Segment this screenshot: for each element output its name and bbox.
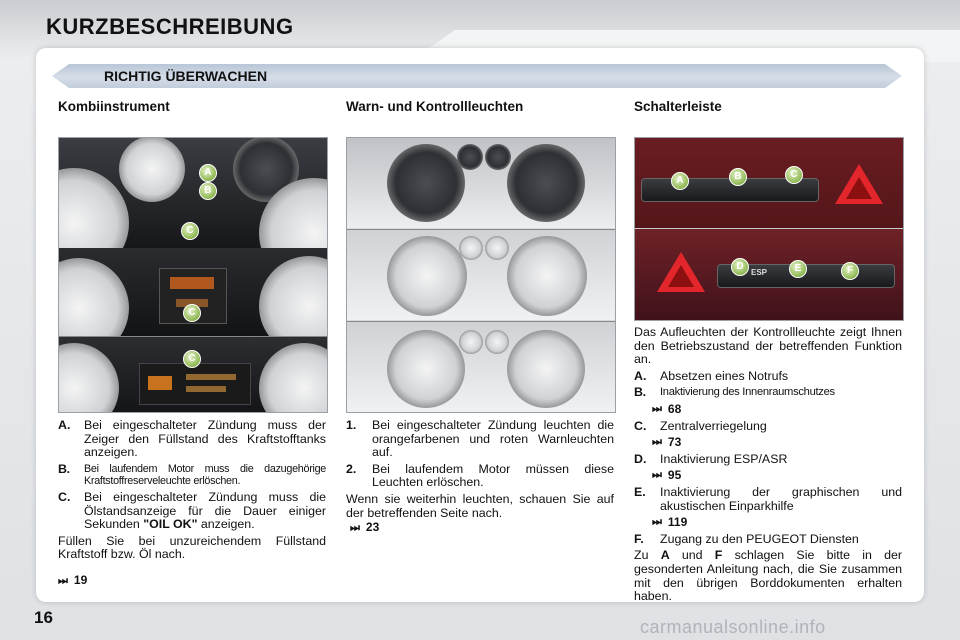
col2-text — [346, 419, 614, 520]
switch-panel-image — [634, 137, 904, 321]
fuel-gauge — [119, 137, 185, 202]
warning-lights-image — [346, 137, 616, 413]
label-a: A — [671, 172, 689, 190]
col2-title: Warn- und Kontrollleuchten — [346, 99, 524, 114]
col3-item-a: A. Absetzen eines Notrufs — [634, 368, 789, 383]
label-c-2: C — [183, 304, 201, 322]
dash1-right-gauge — [507, 144, 585, 222]
label-b: B — [199, 182, 217, 200]
label-c: C — [785, 166, 803, 184]
col3-ref-68[interactable]: ⏭ 68 — [652, 401, 682, 416]
col1-text — [58, 419, 326, 562]
col3-item-f: F. Zugang zu den PEUGEOT Diensten — [634, 531, 859, 546]
label-f: F — [841, 262, 859, 280]
col3-text — [634, 326, 902, 604]
label-e: E — [789, 260, 807, 278]
col3-intro: Das Aufleuchten der Kontrollleuchte zeigt Ihnen den Betriebszustand der betreffenden Funktion an. — [634, 325, 902, 367]
col3-item-b: B. Inaktivierung des Innenraumschutzes — [634, 385, 835, 400]
col1-paragraph: Füllen Sie bei unzureichendem Füllstand Kraftstoff bzw. Öl nach. — [58, 533, 326, 562]
col2-item-2: 2. Bei laufendem Motor müssen diese Leuchten erlöschen. — [346, 461, 614, 490]
col3-item-e: E. Inaktivierung der graphischen und akustischen Einparkhilfe — [634, 484, 902, 513]
page-ref-arrow-icon: ⏭ — [652, 469, 662, 482]
col3-ref-73[interactable]: ⏭ 73 — [652, 435, 682, 450]
instrument-cluster-image — [58, 137, 328, 413]
hazard-icon-top — [835, 164, 883, 204]
watermark: carmanualsonline.info — [640, 617, 826, 637]
dash2-right-gauge — [507, 236, 587, 316]
dash1-small-gauge-2 — [485, 144, 511, 170]
col1-item-c: C. Bei eingeschalteter Zündung muss die Ölstandsanzeige für die Dauer einiger Sekunden "OIL OK" anzeigen. — [58, 489, 326, 532]
esp-label: ESP — [751, 268, 768, 277]
dash3-left-gauge — [387, 330, 465, 408]
dash1-small-gauge-1 — [457, 144, 483, 170]
page-number: 16 — [34, 608, 53, 627]
page-header: KURZBESCHREIBUNG — [46, 14, 294, 39]
col1-page-ref[interactable]: ⏭ 19 — [58, 573, 88, 587]
hazard-icon-bottom — [657, 252, 705, 292]
col1-item-b: B. Bei laufendem Motor muss die dazugehörige Kraftstoffreserveleuchte erlöschen. — [58, 461, 326, 488]
col2-paragraph: Wenn sie weiterhin leuchten, schauen Sie auf der betreffenden Seite nach. — [346, 491, 614, 520]
col3-item-c: C. Zentralverriegelung — [634, 418, 767, 433]
col3-ref-95[interactable]: ⏭ 95 — [652, 468, 682, 483]
col3-closing: Zu A und F schlagen Sie bitte in der gesonderten Anleitung nach, die Sie zusammen mit den übrigen Borddokumenten erhalten haben. — [634, 548, 903, 604]
page-ref-arrow-icon: ⏭ — [652, 402, 662, 415]
dash3-small-gauge-1 — [459, 330, 483, 354]
dash3-right-gauge — [507, 330, 585, 408]
dash1-left-gauge — [387, 144, 465, 222]
dash2-small-gauge-1 — [459, 236, 483, 260]
col2-item-1: 1. Bei eingeschalteter Zündung leuchten die orangefarbenen und roten Warnleuchten auf. — [346, 418, 614, 460]
dash2-left-gauge — [387, 236, 467, 316]
label-c-1: C — [181, 222, 199, 240]
page-ref-arrow-icon: ⏭ — [58, 575, 68, 587]
col2-page-ref[interactable]: ⏭ 23 — [350, 520, 380, 534]
col3-title: Schalterleiste — [634, 99, 722, 114]
page-ref-arrow-icon: ⏭ — [652, 436, 662, 449]
label-c-3: C — [183, 350, 201, 368]
dash3-small-gauge-2 — [485, 330, 509, 354]
label-d: D — [731, 258, 749, 276]
page-ref-arrow-icon: ⏭ — [350, 522, 360, 534]
page-ref-arrow-icon: ⏭ — [652, 516, 662, 529]
col3-item-d: D. Inaktivierung ESP/ASR — [634, 451, 788, 466]
section-title: RICHTIG ÜBERWACHEN — [104, 68, 268, 84]
dash2-small-gauge-2 — [485, 236, 509, 260]
col3-ref-119[interactable]: ⏭ 119 — [652, 515, 688, 530]
label-a: A — [199, 164, 217, 182]
col1-item-a: A. Bei eingeschalteter Zündung muss der Zeiger den Füllstand des Kraftstofftanks anzeigen. — [58, 418, 326, 460]
oil-display — [139, 363, 251, 405]
label-b: B — [729, 168, 747, 186]
col1-title: Kombiinstrument — [58, 99, 170, 114]
